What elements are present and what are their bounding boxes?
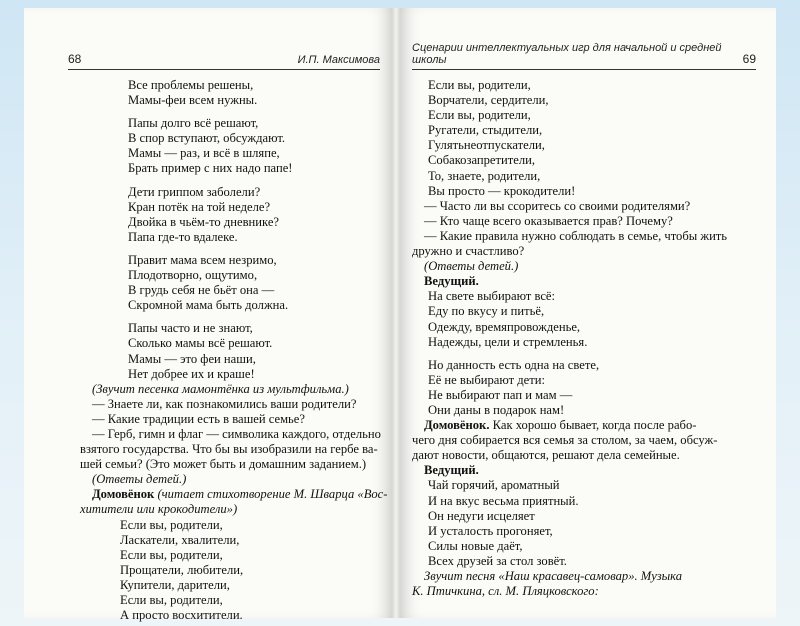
text-line: Чай горячий, ароматный: [428, 478, 560, 493]
text-line: Плодотворно, ощутимо,: [128, 268, 258, 283]
text-line: Но данность есть одна на свете,: [428, 357, 600, 372]
stanza-gap: [80, 313, 390, 321]
text-line: Брать пример с них надо папе!: [128, 161, 293, 176]
text-line: [80, 487, 390, 502]
text-line: К. Птичкина, сл. М. Пляцковского:: [412, 584, 599, 599]
text-line: хитители или крокодители»): [80, 502, 238, 517]
text-line: Мамы — это феи наши,: [128, 351, 256, 366]
text-line: Если вы, родители,: [428, 78, 531, 92]
left-running-head-author: И.П. Максимова: [297, 54, 380, 66]
stanza-gap: [80, 108, 390, 116]
text-line: Все проблемы решены,: [128, 78, 254, 92]
text-line: (Ответы детей.): [424, 259, 519, 274]
right-page-text: [412, 78, 768, 599]
text-line: Он недуги исцеляет: [428, 508, 535, 523]
text-line: Ласкатели, хвалители,: [120, 532, 240, 547]
text-line: Ругатели, стыдители,: [428, 123, 543, 138]
right-running-header: [412, 42, 756, 70]
text-line: Собакозапретители,: [428, 153, 536, 168]
text-line: Они даны в подарок нам!: [428, 402, 565, 417]
text-line: Дети гриппом заболели?: [128, 184, 261, 199]
text-line: Вы просто — крокодители!: [428, 183, 576, 198]
text-line: Если вы, родители,: [428, 108, 531, 123]
text-line: Звучит песня «Наш красавец-самовар». Музыка: [424, 569, 683, 583]
text-line: Папы часто и не знают,: [128, 321, 253, 336]
text-line: Если вы, родители,: [120, 593, 223, 607]
text-line: Мамы — раз, и всё в шляпе,: [128, 146, 280, 161]
left-page-number: 68: [68, 52, 82, 66]
stanza-gap: [80, 177, 390, 185]
text-line: Ведущий.: [424, 274, 479, 289]
text-line: И усталость прогоняет,: [428, 523, 553, 538]
text-line: [412, 418, 768, 433]
speaker-name: Домовёнок.: [424, 418, 490, 433]
left-page-text: [80, 78, 390, 623]
text-line: Одежду, времяпровожденье,: [428, 319, 581, 334]
text-line: — Кто чаще всего оказывается прав? Почему?: [424, 213, 673, 228]
book-spine: [392, 8, 400, 618]
text-line: (Ответы детей.): [92, 472, 187, 487]
text-line: Купители, дарители,: [120, 577, 230, 592]
left-running-header: [68, 50, 380, 70]
stanza-gap: [80, 245, 390, 253]
right-page-number: 69: [742, 52, 756, 66]
text-line: Правит мама всем незримо,: [128, 252, 277, 267]
text-line: — Какие традиции есть в вашей семье?: [92, 411, 305, 426]
text-line: Мамы-феи всем нужны.: [128, 93, 258, 108]
text-line: И на вкус весьма приятный.: [428, 493, 579, 508]
text-line: Еду по вкусу и питьё,: [428, 304, 545, 319]
text-line: дают новости, общаются, решают дела семейные.: [412, 448, 680, 463]
text-line: — Часто ли вы ссоритесь со своими родителями?: [424, 198, 691, 213]
text-line: Прощатели, любители,: [120, 562, 244, 577]
right-running-head-title: Сценарии интеллектуальных игр для начальной и средней школы: [412, 42, 722, 66]
text-line: Ведущий.: [424, 463, 479, 478]
text-line: — Какие правила нужно соблюдать в семье, чтобы жить: [424, 228, 728, 243]
text-line: Сколько мамы всё решают.: [128, 336, 273, 351]
speaker-name: Домовёнок: [92, 487, 155, 502]
text-line: (Звучит песенка мамонтёнка из мультфильма.): [92, 381, 349, 396]
text-line: В спор вступают, обсуждают.: [128, 131, 286, 146]
text-line: Силы новые даёт,: [428, 538, 523, 553]
text-line: Кран потёк на той неделе?: [128, 199, 271, 214]
speaker-remark: (читает стихотворение М. Шварца «Вос-: [154, 487, 388, 502]
text-line: А просто восхитители.: [120, 608, 243, 623]
text-line: То, знаете, родители,: [428, 168, 541, 183]
text-line: дружно и счастливо?: [412, 244, 525, 259]
text-line: Нет добрее их и краше!: [128, 366, 255, 381]
text-line: Двойка в чьём-то дневнике?: [128, 214, 280, 229]
text-line: Папы долго всё решают,: [128, 116, 259, 131]
text-line: взятого государства. Что бы вы изобразили на гербе ва-: [80, 442, 378, 457]
text-line: Ворчатели, сердители,: [428, 93, 549, 108]
text-line: Надежды, цели и стремленья.: [428, 334, 588, 349]
text-line: Всех друзей за стол зовёт.: [428, 553, 567, 568]
speaker-remark: Как хорошо бывает, когда после рабо-: [489, 418, 697, 433]
text-line: чего дня собирается вся семья за столом, за чаем, обсуж-: [412, 433, 718, 448]
stanza-gap: [412, 350, 768, 358]
text-line: — Знаете ли, как познакомились ваши родители?: [92, 396, 357, 411]
text-line: Не выбирают пап и мам —: [428, 387, 573, 402]
text-line: Её не выбирают дети:: [428, 372, 545, 387]
text-line: В грудь себя не бьёт она —: [128, 283, 275, 298]
text-line: Если вы, родители,: [120, 517, 223, 532]
text-line: — Герб, гимн и флаг — символика каждого, отдельно: [92, 426, 381, 441]
text-line: Скромной мама быть должна.: [128, 298, 289, 313]
text-line: На свете выбирают всё:: [428, 289, 556, 304]
text-line: Гулятьнеотпускатели,: [428, 138, 545, 153]
text-line: шей семьи? (Это может быть и домашним заданием.): [80, 457, 367, 472]
text-line: Если вы, родители,: [120, 547, 223, 562]
text-line: Папа где-то вдалеке.: [128, 229, 238, 244]
